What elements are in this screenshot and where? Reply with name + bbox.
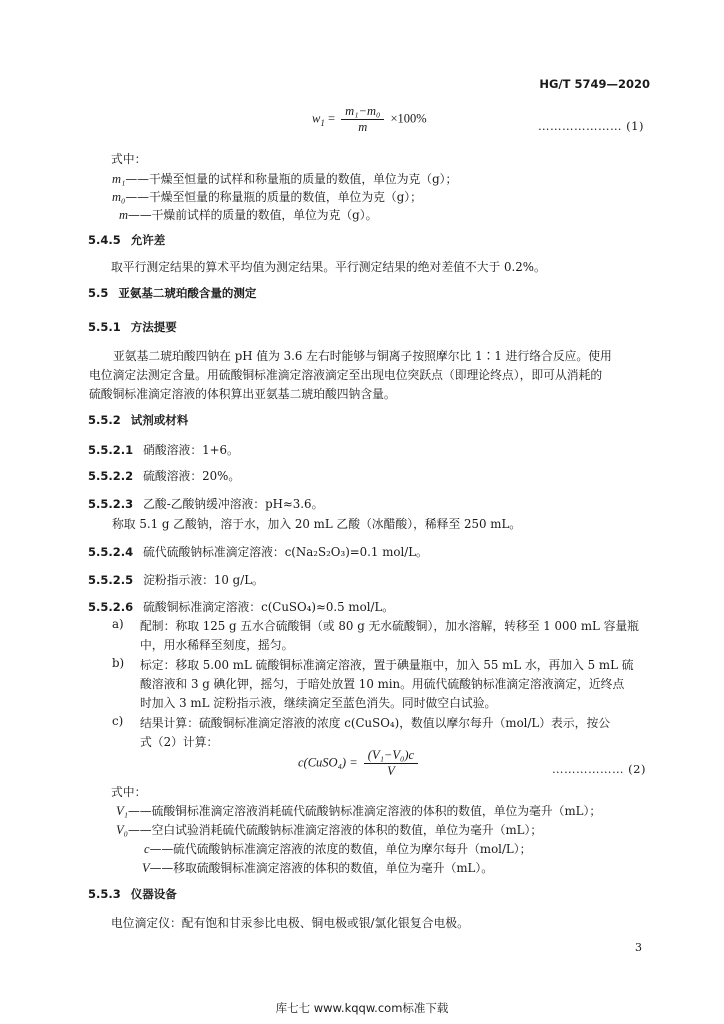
list-a-line: 中，用水稀释至刻度，摇匀。	[140, 638, 294, 652]
section-number: 5.5	[88, 286, 109, 300]
section-number: 5.4.5	[88, 233, 121, 247]
list-label-a: a)	[112, 617, 124, 631]
clause-text: 硫代硫酸钠标准滴定溶液：c(Na₂S₂O₃)=0.1 mol/L。	[143, 545, 428, 559]
section-5-5-2-heading	[88, 412, 188, 428]
where-2-item	[116, 802, 601, 819]
footer-watermark: 库七七 www.kqqw.com标准下载	[275, 1001, 449, 1015]
formula-1-number: ………………… (1)	[538, 119, 644, 133]
formula-2	[298, 748, 421, 779]
clause-5-5-2-1	[88, 441, 239, 458]
formula-1-factor: ×100%	[390, 111, 427, 126]
where-2-symbol: V₁	[116, 804, 128, 818]
where-2-symbol: c	[144, 842, 150, 856]
where-2-desc: ——硫酸铜标准滴定溶液消耗硫代硫酸钠标准滴定溶液的体积的数值，单位为毫升（mL）；	[127, 804, 602, 818]
formula-2-denominator: V	[387, 764, 395, 778]
section-5-4-5-heading	[88, 232, 165, 248]
section-5-5-3-heading	[88, 886, 177, 902]
list-label-b: b)	[112, 656, 125, 670]
where-1-desc: ——干燥前试样的质量的数值，单位为克（g）。	[128, 208, 378, 222]
clause-text: 硝酸溶液：1+6。	[143, 443, 239, 457]
section-number: 5.5.1	[88, 320, 121, 334]
where-1-item	[119, 206, 377, 223]
where-1-title: 式中：	[111, 152, 147, 166]
where-2-desc: ——移取硫酸铜标准滴定溶液的体积的数值，单位为毫升（mL）。	[149, 861, 494, 875]
page-number: 3	[635, 941, 642, 954]
clause-text: 硫酸溶液：20%。	[143, 469, 241, 483]
section-title: 试剂或材料	[130, 413, 189, 427]
clause-number: 5.5.2.2	[88, 469, 134, 483]
section-5-4-5-body: 取平行测定结果的算术平均值为测定结果。平行测定结果的绝对差值不大于 0.2%。	[111, 260, 546, 274]
clause-number: 5.5.2.1	[88, 443, 134, 457]
list-c-line: 结果计算：硫酸铜标准滴定溶液的浓度 c(CuSO₄)，数值以摩尔每升（mol/L）表示，按公	[140, 716, 611, 730]
list-b-line: 时加入 3 mL 淀粉指示液，继续滴定至蓝色消失。同时做空白试验。	[140, 696, 497, 710]
clause-5-5-2-3	[88, 495, 323, 512]
section-5-5-heading	[88, 285, 256, 301]
clause-number: 5.5.2.5	[88, 573, 134, 587]
clause-text: 乙酸-乙酸钠缓冲溶液：pH≈3.6。	[143, 497, 324, 511]
clause-text: 淀粉指示液：10 g/L。	[143, 573, 264, 587]
where-2-title: 式中：	[111, 785, 147, 799]
clause-5-5-2-4	[88, 543, 428, 560]
where-1-symbol: m₁	[112, 172, 126, 186]
clause-number: 5.5.2.6	[88, 600, 134, 614]
section-5-5-1-line: 硫酸铜标准滴定溶液的体积算出亚氨基二琥珀酸四钠含量。	[89, 387, 396, 401]
where-1-desc: ——干燥至恒量的称量瓶的质量的数值，单位为克（g）；	[125, 190, 422, 204]
where-2-item	[116, 821, 542, 838]
section-title: 方法提要	[130, 320, 177, 334]
formula-2-number: ……………… (2)	[552, 762, 646, 776]
list-c-line: 式（2）计算：	[140, 735, 219, 749]
where-2-item	[142, 859, 493, 876]
section-title: 仪器设备	[130, 887, 177, 901]
section-5-5-1-heading	[88, 319, 177, 335]
clause-text: 硫酸铜标准滴定溶液：c(CuSO₄)≈0.5 mol/L。	[143, 600, 395, 614]
where-2-item	[144, 840, 531, 857]
formula-1-lhs: w	[312, 111, 321, 126]
formula-2-fraction	[364, 748, 418, 779]
formula-1-lhs-sub: 1	[320, 117, 325, 128]
where-2-symbol: V	[142, 861, 150, 875]
formula-2-numerator: (V₁−V₀)c	[364, 748, 418, 764]
list-b-line: 标定：移取 5.00 mL 硫酸铜标准滴定溶液，置于碘量瓶中，加入 55 mL 水，再加入 5 mL 硫	[140, 658, 634, 672]
list-b-line: 酸溶液和 3 g 碘化钾，摇匀，于暗处放置 10 min。用硫代硫酸钠标准滴定溶液滴定，近终点	[140, 677, 625, 691]
section-number: 5.5.3	[88, 887, 121, 901]
clause-5-5-2-6	[88, 598, 394, 615]
formula-1-denominator: m	[358, 120, 368, 134]
formula-1-numerator: m₁−m₀	[341, 104, 384, 120]
formula-1-fraction	[341, 104, 384, 135]
where-1-symbol: m	[119, 208, 129, 222]
clause-number: 5.5.2.3	[88, 497, 134, 511]
list-a-line: 配制：称取 125 g 五水合硫酸铜（或 80 g 无水硫酸铜），加水溶解，转移至 1 000 mL 容量瓶	[140, 619, 639, 633]
where-1-item	[112, 188, 422, 205]
clause-5-5-2-5	[88, 571, 264, 588]
where-2-desc: ——硫代硫酸钠标准滴定溶液的浓度的数值，单位为摩尔每升（mol/L）；	[149, 842, 532, 856]
clause-5-5-2-2	[88, 467, 240, 484]
where-1-desc: ——干燥至恒量的试样和称量瓶的质量的数值，单位为克（g）；	[125, 172, 458, 186]
section-5-5-1-line: 亚氨基二琥珀酸四钠在 pH 值为 3.6 左右时能够与铜离子按照摩尔比 1∶1 进行络合反应。使用	[113, 349, 612, 363]
list-label-c: c)	[112, 714, 124, 728]
section-title: 允许差	[130, 233, 166, 247]
where-2-desc: ——空白试验消耗硫代硫酸钠标准滴定溶液的体积的数值，单位为毫升（mL）；	[127, 823, 543, 837]
section-title: 亚氨基二琥珀酸含量的测定	[118, 286, 257, 300]
section-5-5-1-line: 电位滴定法测定含量。用硫酸铜标准滴定溶液滴定至出现电位突跃点（即理论终点），即可从消耗的	[89, 368, 603, 382]
clause-5-5-2-3-detail: 称取 5.1 g 乙酸钠，溶于水，加入 20 mL 乙酸（冰醋酸），稀释至 250 mL。	[112, 517, 522, 531]
where-1-symbol: m₀	[112, 190, 126, 204]
clause-number: 5.5.2.4	[88, 545, 134, 559]
section-5-5-3-body: 电位滴定仪：配有饱和甘汞参比电极、铜电极或银/氯化银复合电极。	[111, 916, 469, 930]
formula-2-lhs: c(CuSO₄) =	[298, 755, 358, 770]
where-1-item	[112, 170, 457, 187]
formula-1: $w_1$ = $\frac{\text{m₁−m₀}}{m}$ ×100%	[312, 104, 427, 134]
section-number: 5.5.2	[88, 413, 121, 427]
standard-code: HG/T 5749—2020	[539, 77, 650, 91]
where-2-symbol: V₀	[116, 823, 128, 837]
